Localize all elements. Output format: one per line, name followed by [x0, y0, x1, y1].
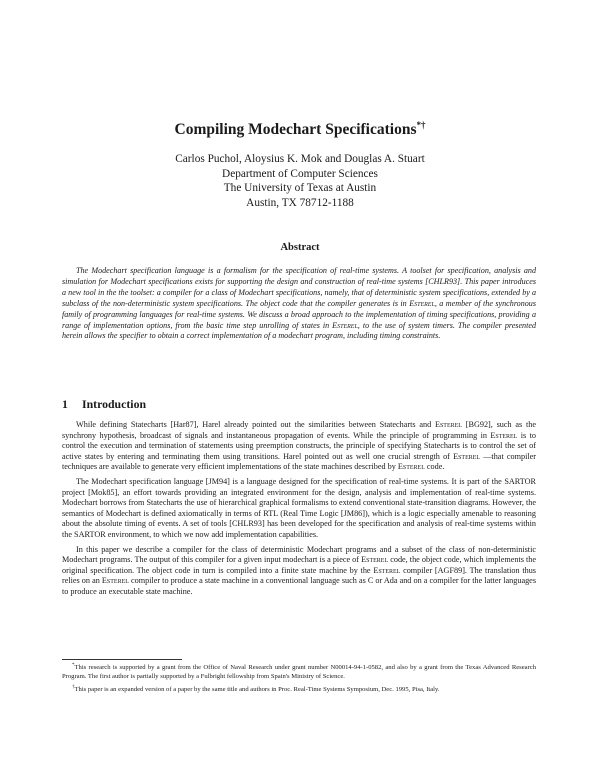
abstract-part: The Modechart specification language is a formalism for the specification of real-time systems. A toolset for specification, analysis and simulation for Modechart specifications exists for supporting the design and construction of real-time systems [CHLR93]. This paper introduces a new tool in the the toolset: a compiler for a class of Modechart specifications, namely, that of deterministic system specifications, extended by a subclass of the non-deterministic system specifications. The object code that the compiler generates is in	[62, 266, 536, 308]
esterel-name: Esterel	[397, 462, 425, 472]
paper-title	[0, 121, 600, 139]
title-footnote-marks: *†	[416, 119, 426, 130]
body-text	[62, 420, 536, 602]
text-run: —that compiler techniques are available to generate very efficient implementations of the state machines described by	[62, 451, 536, 472]
footnote-rule	[62, 659, 182, 660]
author-block	[0, 152, 600, 210]
esterel-name: Esterel	[409, 298, 435, 308]
text-run: [BG92], such as the synchrony hypothesis, broadcast of signals and instantaneous propagation of events. While the principle of programming in	[62, 420, 536, 440]
university: The University of Texas at Austin	[223, 182, 377, 195]
text-run: is to control the execution and termination of statements using preemption constructs, the principle of specifying Statecharts is to control the set of active states by entering and terminating them using transitions. Harel pointed out as well one crucial strength of	[62, 430, 536, 461]
section-heading	[62, 397, 146, 412]
esterel-name: Esterel	[453, 451, 481, 461]
abstract-part: , a member of the synchronous family of programming languages for real-time systems. We discuss a broad approach to the implementation of timing specifications, providing a range of implementation options, from the basic time step unrolling of states in	[62, 298, 537, 330]
paragraph: The Modechart specification language [JM94] is a language designed for the specification of real-time systems. It is part of the SARTOR project [Mok85], an effort towards providing an integrated environment for the design, analysis and implementation of real-time systems. Modechart borrows from Statecharts the use of hierarchical graphical formalisms to extend conventional state-transition diagrams. However, the semantics of Modechart is defined axiomatically in terms of RTL (Real Time Logic [JM86]), which is a logic especially amenable to reasoning about the absolute timing of events. A set of tools [CHLR93] has been developed for the specification and analysis of real-time systems within the SARTOR environment, to which we now add implementation capabilities.	[62, 476, 536, 539]
footnote-mark: *	[72, 663, 75, 668]
department: Department of Computer Sciences	[222, 167, 378, 180]
footnote	[62, 662, 536, 682]
text-run: code.	[424, 462, 445, 472]
footnote-mark: †	[72, 685, 75, 690]
text-run: While defining Statecharts [Har87], Harel already pointed out the similarities between Statecharts and	[76, 420, 435, 429]
esterel-name: Esterel	[373, 565, 401, 575]
esterel-name: Esterel	[101, 576, 129, 586]
esterel-name: Esterel	[361, 555, 389, 565]
address: Austin, TX 78712-1188	[246, 196, 354, 209]
esterel-name: Esterel	[434, 420, 462, 429]
esterel-name: Esterel	[490, 430, 518, 440]
title-text: Compiling Modechart Specifications	[174, 121, 417, 138]
abstract-text	[62, 266, 536, 342]
footnote-text: This paper is an expanded version of a paper by the same title and authors in Proc. Real-Time Systems Symposium, Dec. 1995, Pisa, Italy.	[74, 686, 440, 694]
section-title: Introduction	[82, 397, 147, 411]
footnotes	[62, 662, 536, 697]
text-run: code, the object code, which implements the original specification. The object code in turn is compiled into a finite state machine by the	[62, 555, 536, 575]
text-run: compiler [AGF89]. The translation thus relies on an	[62, 565, 536, 586]
text-run: In this paper we describe a compiler for the class of deterministic Modechart programs and a subset of the class of non-deterministic Modechart programs. The output of this compiler for a given input modechart is a piece of	[62, 544, 536, 565]
abstract-part: , to the use of system timers. The compiler presented herein allows the specifier to obtain a correct implementation of a modechart program, including timing constraints.	[62, 320, 536, 341]
esterel-name: Esterel	[332, 320, 358, 330]
footnote-text: This research is supported by a grant from the Office of Naval Research under grant number N00014-94-1-0582, and also by a grant from the Texas Advanced Research Program. The first author is partially supported by a Fulbright fellowship from Spain's Ministry of Science.	[62, 664, 536, 681]
abstract-heading: Abstract	[280, 242, 320, 253]
paragraph	[62, 545, 536, 598]
section-number: 1	[62, 397, 68, 411]
paragraph	[62, 420, 536, 473]
footnote	[62, 684, 536, 695]
author-names: Carlos Puchol, Aloysius K. Mok and Douglas A. Stuart	[175, 153, 425, 165]
text-run: compiler to produce a state machine in a conventional language such as C or Ada and on a compiler for the latter languages to produce an executable state machine.	[62, 576, 536, 596]
